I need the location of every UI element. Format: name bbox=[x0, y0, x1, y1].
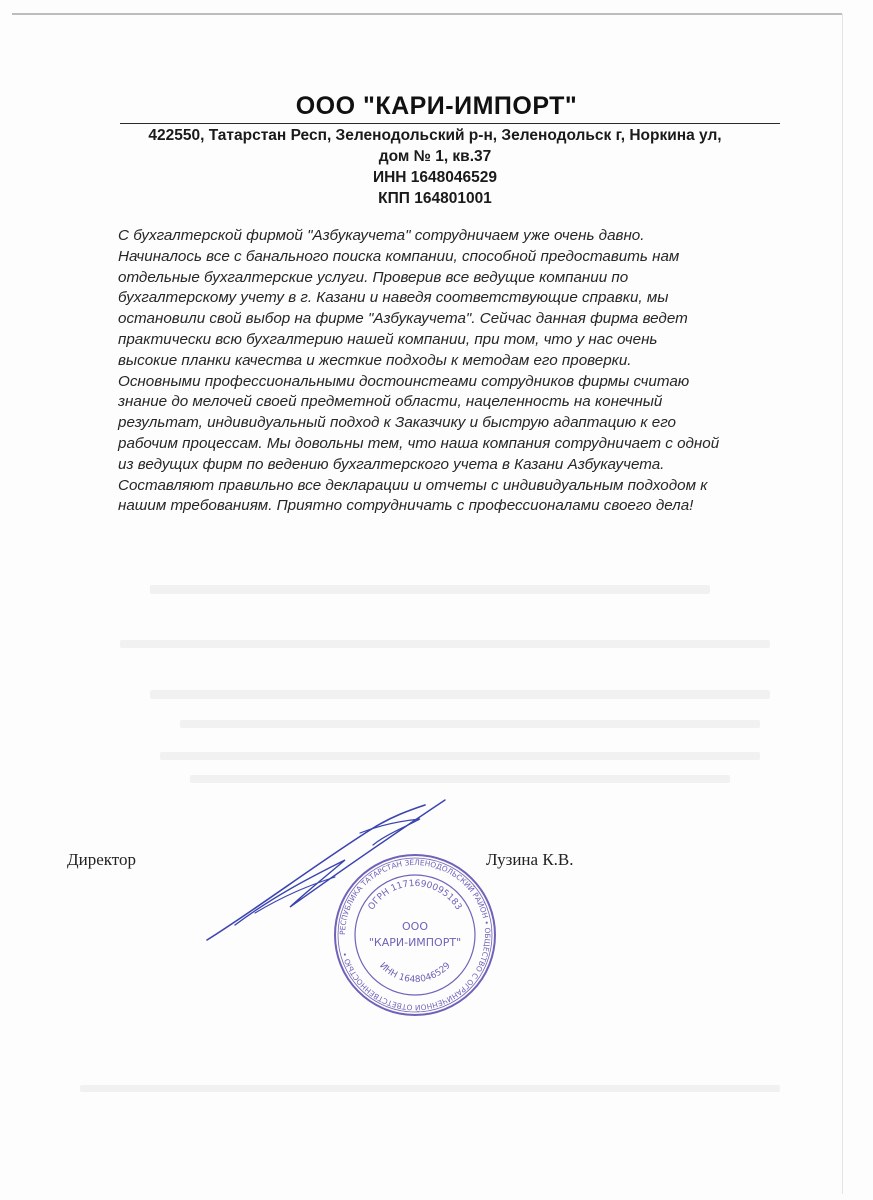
body-line: рабочим процессам. Мы довольны тем, что наша компания сотрудничает с одной bbox=[118, 434, 720, 452]
body-line: бухгалтерскому учету в г. Казани и наведя соответствующие справки, мы bbox=[118, 289, 669, 307]
company-stamp bbox=[330, 850, 500, 1020]
body-line: высокие планки качества и жесткие подходы к методам его проверки. bbox=[118, 351, 632, 369]
body-line: практически всю бухгалтерию нашей компании, при том, что у нас очень bbox=[118, 330, 658, 348]
body-line: Составляют правильно все декларации и отчеты с индивидуальным подходом к bbox=[118, 476, 708, 494]
body-line: результат, индивидуальный подход к Заказчику и быструю адаптацию к его bbox=[118, 414, 676, 432]
company-address-line: 422550, Татарстан Респ, Зеленодольский р-н, Зеленодольск г, Норкина ул, bbox=[148, 127, 722, 144]
company-address-line: дом № 1, кв.37 bbox=[378, 148, 492, 165]
body-line: знание до мелочей своей предметной области, нацеленность на конечный bbox=[118, 393, 663, 411]
body-line: С бухгалтерской фирмой "Азбукаучета" сотрудничаем уже очень давно. bbox=[118, 227, 645, 244]
body-line: отдельные бухгалтерские услуги. Проверив все ведущие компании по bbox=[118, 268, 629, 286]
company-name: ООО "КАРИ-ИМПОРТ" bbox=[295, 92, 578, 120]
scan-right-edge bbox=[842, 14, 843, 1194]
scan-top-edge bbox=[12, 13, 842, 15]
bleed-through-mark bbox=[150, 690, 770, 699]
body-line: остановили свой выбор на фирме "Азбукаучета". Сейчас данная фирма ведет bbox=[118, 310, 688, 328]
bleed-through-mark bbox=[180, 720, 760, 728]
company-requisites bbox=[40, 125, 830, 209]
bleed-through-mark bbox=[150, 585, 710, 594]
stamp-center-line1: ООО bbox=[402, 920, 428, 933]
bleed-through-mark bbox=[160, 752, 760, 760]
bleed-through-mark bbox=[80, 1085, 780, 1092]
company-kpp: КПП 164801001 bbox=[378, 190, 492, 207]
testimonial-body bbox=[118, 226, 818, 517]
signature-stroke bbox=[255, 877, 335, 913]
stamp-outer-text: РЕСПУБЛИКА ТАТАРСТАН ЗЕЛЕНОДОЛЬСКИЙ РАЙОН • ОБЩЕСТВО С ОГРАНИЧЕННОЙ ОТВЕТСТВЕННОСТЬЮ • bbox=[337, 857, 493, 1013]
body-line: Основными профессиональными достоинстеами сотрудников фирмы считаю bbox=[118, 372, 690, 390]
stamp-inn: ИНН 1648046529 bbox=[377, 960, 453, 986]
stamp-ogrn: ОГРН 1171690095183 bbox=[366, 878, 464, 913]
body-line: Начиналось все с банального поиска компании, способной предоставить нам bbox=[118, 247, 680, 265]
signer-name: Лузина К.В. bbox=[486, 850, 574, 869]
company-inn: ИНН 1648046529 bbox=[372, 169, 498, 186]
body-line: нашим требованиям. Приятно сотрудничать с профессионалами своего дела! bbox=[118, 497, 694, 515]
header-divider bbox=[120, 123, 780, 124]
bleed-through-mark bbox=[120, 640, 770, 648]
body-line: из ведущих фирм по ведению бухгалтерского учета в Казани Азбукаучета. bbox=[118, 455, 665, 473]
signature-stroke bbox=[360, 819, 420, 845]
stamp-center-line2: "КАРИ-ИМПОРТ" bbox=[368, 936, 462, 949]
bleed-through-mark bbox=[190, 775, 730, 783]
signer-position: Директор bbox=[67, 850, 136, 869]
